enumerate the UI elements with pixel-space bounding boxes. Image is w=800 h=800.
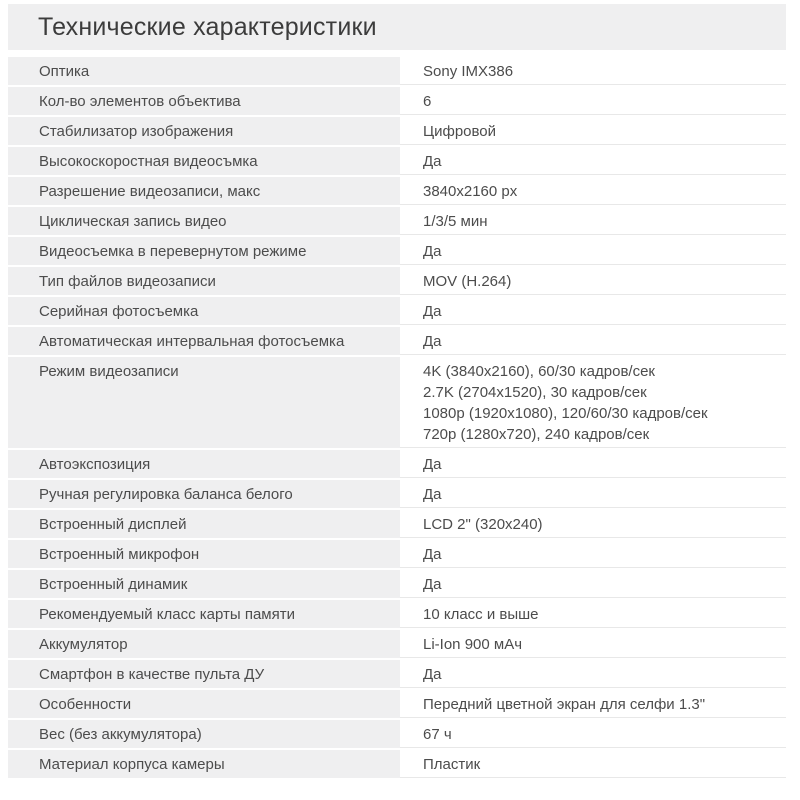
table-row [8, 510, 786, 538]
spec-value [400, 690, 786, 718]
specs-table [8, 57, 786, 778]
table-row [8, 600, 786, 628]
spec-value-line: Да [423, 486, 442, 503]
spec-value [400, 87, 786, 115]
spec-label: Режим видеозаписи [8, 357, 400, 448]
spec-value-line: Да [423, 576, 442, 593]
spec-label: Рекомендуемый класс карты памяти [8, 600, 400, 628]
spec-label: Кол-во элементов объектива [8, 87, 400, 115]
spec-value-line: Цифровой [423, 123, 497, 140]
spec-label: Разрешение видеозаписи, макс [8, 177, 400, 205]
spec-value-line: 1080p (1920x1080), 120/60/30 кадров/сек [423, 405, 708, 422]
spec-value [400, 57, 786, 85]
spec-value [400, 237, 786, 265]
spec-value [400, 720, 786, 748]
table-row [8, 87, 786, 115]
table-row [8, 690, 786, 718]
spec-label: Аккумулятор [8, 630, 400, 658]
spec-value-line: 4K (3840x2160), 60/30 кадров/сек [423, 363, 655, 380]
table-row [8, 117, 786, 145]
spec-value-line: LCD 2" (320x240) [423, 516, 543, 533]
spec-label: Встроенный дисплей [8, 510, 400, 538]
table-row [8, 267, 786, 295]
spec-value-line: Да [423, 153, 442, 170]
spec-value [400, 147, 786, 175]
spec-value [400, 570, 786, 598]
spec-value-line: Да [423, 666, 442, 683]
spec-value-line: Да [423, 303, 442, 320]
table-row [8, 147, 786, 175]
spec-value-line: Да [423, 243, 442, 260]
spec-value [400, 207, 786, 235]
spec-label: Вес (без аккумулятора) [8, 720, 400, 748]
spec-label: Оптика [8, 57, 400, 85]
table-row [8, 450, 786, 478]
spec-value-line: Li-Ion 900 мАч [423, 636, 523, 653]
table-row [8, 57, 786, 85]
spec-value [400, 357, 786, 448]
spec-label: Циклическая запись видео [8, 207, 400, 235]
spec-value [400, 660, 786, 688]
spec-value [400, 540, 786, 568]
spec-value-line: Пластик [423, 756, 481, 773]
table-row [8, 570, 786, 598]
spec-value [400, 510, 786, 538]
spec-value [400, 600, 786, 628]
spec-label: Смартфон в качестве пульта ДУ [8, 660, 400, 688]
spec-label: Встроенный динамик [8, 570, 400, 598]
spec-value-line: 2.7K (2704x1520), 30 кадров/сек [423, 384, 647, 401]
spec-value-line: Передний цветной экран для селфи 1.3" [423, 696, 706, 713]
spec-value-line: Да [423, 546, 442, 563]
spec-value [400, 297, 786, 325]
spec-value-line: Sony IMX386 [423, 63, 514, 80]
spec-value [400, 630, 786, 658]
table-row [8, 357, 786, 448]
spec-label: Встроенный микрофон [8, 540, 400, 568]
spec-label: Серийная фотосъемка [8, 297, 400, 325]
table-row [8, 207, 786, 235]
spec-label: Высокоскоростная видеосъмка [8, 147, 400, 175]
spec-value [400, 327, 786, 355]
table-row [8, 720, 786, 748]
spec-value-line: 6 [423, 93, 432, 110]
page-title: Технические характеристики [38, 12, 377, 41]
table-row [8, 480, 786, 508]
table-row [8, 237, 786, 265]
table-row [8, 630, 786, 658]
table-row [8, 177, 786, 205]
spec-value-line: MOV (H.264) [423, 273, 512, 290]
spec-value [400, 750, 786, 778]
table-row [8, 660, 786, 688]
spec-value [400, 177, 786, 205]
spec-value-line: Да [423, 456, 442, 473]
spec-value [400, 450, 786, 478]
spec-label: Ручная регулировка баланса белого [8, 480, 400, 508]
spec-label: Материал корпуса камеры [8, 750, 400, 778]
spec-value [400, 267, 786, 295]
table-row [8, 540, 786, 568]
spec-label: Автоэкспозиция [8, 450, 400, 478]
table-row [8, 327, 786, 355]
spec-value-line: 67 ч [423, 726, 452, 743]
spec-value-line: 10 класс и выше [423, 606, 539, 623]
spec-label: Тип файлов видеозаписи [8, 267, 400, 295]
spec-value-line: 1/3/5 мин [423, 213, 488, 230]
spec-value [400, 117, 786, 145]
spec-value-line: 720p (1280x720), 240 кадров/сек [423, 426, 650, 443]
section-header [8, 4, 786, 50]
spec-value-line: 3840x2160 px [423, 183, 518, 200]
table-row [8, 750, 786, 778]
spec-label: Особенности [8, 690, 400, 718]
spec-label: Стабилизатор изображения [8, 117, 400, 145]
spec-label: Видеосъемка в перевернутом режиме [8, 237, 400, 265]
table-row [8, 297, 786, 325]
spec-value-line: Да [423, 333, 442, 350]
spec-value [400, 480, 786, 508]
spec-label: Автоматическая интервальная фотосъемка [8, 327, 400, 355]
